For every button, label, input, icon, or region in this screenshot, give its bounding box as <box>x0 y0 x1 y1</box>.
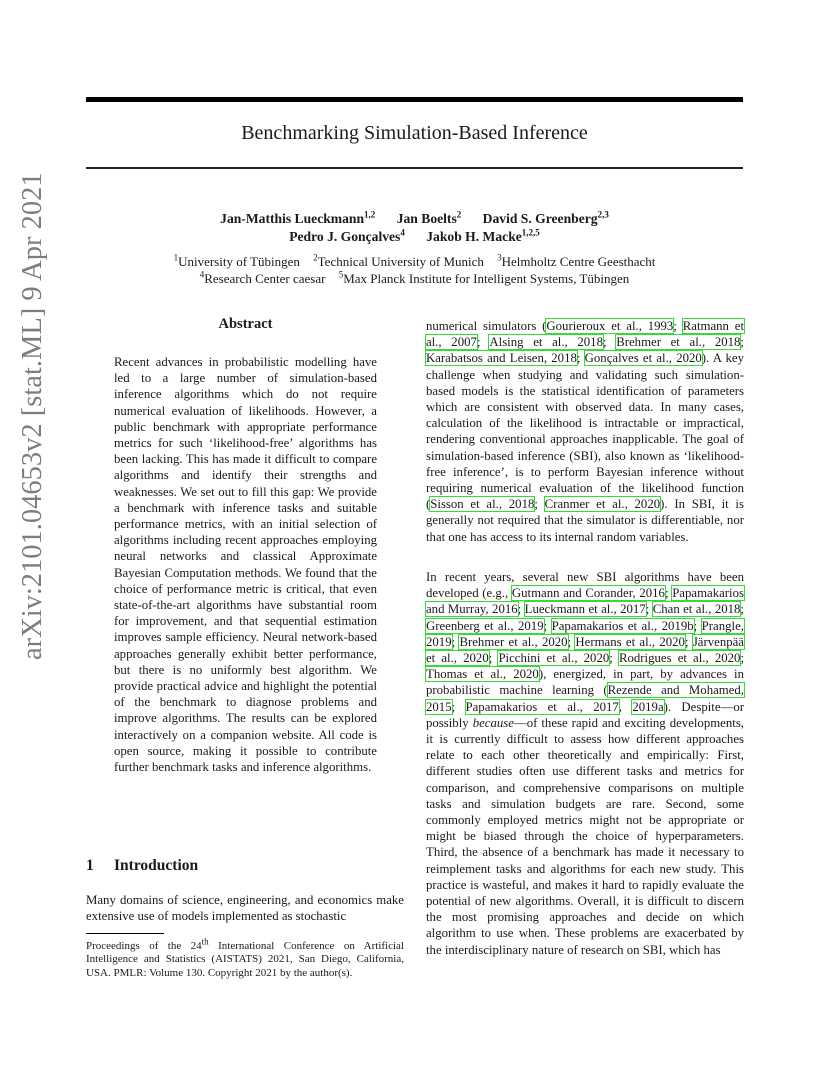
section-heading-introduction <box>86 857 198 875</box>
citation-link[interactable]: Hermans et al., 2020 <box>575 634 685 649</box>
footnote: Proceedings of the 24th International Conference on Artificial Intelligence and Statistics (AISTATS) 2021, San Diego, California, USA. PMLR: Volume 130. Copyright 2021 by the author(s). <box>86 936 404 979</box>
affiliation: $^3$Helmholtz Centre Geesthacht <box>497 252 656 269</box>
citation-link[interactable]: Prangle, 2019 <box>426 618 744 649</box>
citation-link[interactable]: Ratmann et al., 2007 <box>426 319 744 350</box>
author: Pedro J. Gonçalves$^4$ <box>289 227 405 244</box>
citation-link[interactable]: Lueckmann et al., 2017 <box>524 602 646 617</box>
author: Jan-Matthis Lueckmann$^{1,2}$ <box>220 209 376 226</box>
affiliation-line-2 <box>86 271 743 287</box>
author: David S. Greenberg$^{2,3}$ <box>482 209 609 226</box>
affiliation: $^5$Max Planck Institute for Intelligent Systems, Tübingen <box>338 269 630 286</box>
arxiv-identifier: arXiv:2101.04653v2 [stat.ML] 9 Apr 2021 <box>17 172 48 660</box>
abstract-heading: Abstract <box>218 316 273 332</box>
footnote-rule <box>86 933 164 934</box>
intro-paragraph-start: Many domains of science, engineering, and economics make extensive use of models implemented as stochastic <box>86 893 404 924</box>
citation-link[interactable]: Gutmann and Corander, 2016 <box>511 586 665 601</box>
citation-link[interactable]: Papamakarios et al., 2019b <box>551 618 694 633</box>
citation-link[interactable]: Gonçalves et al., 2020 <box>584 351 702 366</box>
title-top-rule <box>86 97 743 102</box>
citation-link[interactable]: Greenberg et al., 2019 <box>426 618 544 633</box>
abstract-text: Recent advances in probabilistic modelling have led to a large number of simulation-based inference algorithms which do not require numerical evaluation of likelihoods. However, a public benchmark with appropriate performance metrics for such ‘likelihood-free’ algorithms has been lacking. This has made it difficult to compare algorithms and identify their strengths and weaknesses. We set out to fill this gap: We provide a benchmark with inference tasks and suitable performance metrics, with an initial selection of algorithms including recent approaches employing neural networks and classical Approximate Bayesian Computation methods. We found that the choice of performance metric is critical, that even state-of-the-art algorithms have substantial room for improvement, and that sequential estimation improves sample efficiency. Neural network-based approaches generally exhibit better performance, but there is no uniformly best algorithm. We provide practical advice and highlight the potential of the benchmark to diagnose problems and improve algorithms. The results can be explored interactively on a companion website. All code is open source, making it possible to contribute further benchmark tasks and inference algorithms. <box>114 355 377 775</box>
section-number: 1 <box>86 857 94 874</box>
affiliation: $^4$Research Center caesar <box>199 269 326 286</box>
author: Jakob H. Macke$^{1,2,5}$ <box>426 227 540 244</box>
citation-link[interactable]: Alsing et al., 2018 <box>489 335 603 350</box>
citation-link[interactable]: Brehmer et al., 2018 <box>616 335 741 350</box>
intro-paragraph-1: numerical simulators (Gourieroux et al., 1993; Ratmann et al., 2007; Alsing et al., 2018; Brehmer et al., 2018; Karabatsos and Leisen, 2018; Gonçalves et al., 2020). A key challenge when studying and validating such simulation-based models is the statistical identification of parameters which are consistent with observed data. In many cases, calculation of the likelihood is intractable or impractical, rendering conventional approaches inapplicable. The goal of simulation-based inference (SBI), also known as ‘likelihood-free inference’, is to perform Bayesian inference without requiring numerical evaluation of the likelihood function (Sisson et al., 2018; Cranmer et al., 2020). In SBI, it is generally not required that the simulator is differentiable, nor that one has access to its internal random variables. <box>426 319 744 544</box>
affiliation-line-1 <box>86 254 743 270</box>
emphasis: because <box>472 715 514 730</box>
author: Jan Boelts$^2$ <box>396 209 462 226</box>
author-line-2 <box>86 229 743 245</box>
citation-link[interactable]: Rodrigues et al., 2020 <box>618 651 741 666</box>
citation-link[interactable]: 2019a <box>632 699 664 714</box>
citation-link[interactable]: Picchini et al., 2020 <box>498 651 610 666</box>
citation-link[interactable]: Chan et al., 2018 <box>652 602 741 617</box>
title-bottom-rule <box>86 167 743 169</box>
citation-link[interactable]: Karabatsos and Leisen, 2018 <box>426 351 577 366</box>
citation-link[interactable]: Papamakarios and Murray, 2016 <box>426 586 744 617</box>
citation-link[interactable]: Papamakarios et al., 2017 <box>465 699 619 714</box>
citation-link[interactable]: Gourieroux et al., 1993 <box>546 319 674 333</box>
paper-title: Benchmarking Simulation-Based Inference <box>241 122 588 144</box>
affiliation: $^1$University of Tübingen <box>173 252 300 269</box>
citation-link[interactable]: Brehmer et al., 2020 <box>459 634 568 649</box>
citation-link[interactable]: Sisson et al., 2018 <box>430 497 535 512</box>
citation-link[interactable]: Rezende and Mohamed, 2015 <box>426 683 745 714</box>
affiliation: $^2$Technical University of Munich <box>313 252 484 269</box>
author-line-1 <box>86 211 743 227</box>
citation-link[interactable]: Cranmer et al., 2020 <box>544 497 661 512</box>
intro-paragraph-2: In recent years, several new SBI algorithms have been developed (e.g., Gutmann and Corander, 2016; Papamakarios and Murray, 2016; Lueckmann et al., 2017; Chan et al., 2018; Greenberg et al., 2019; Papamakarios et al., 2019b; Prangle, 2019; Brehmer et al., 2020; Hermans et al., 2020; Järvenpää et al., 2020; Picchini et al., 2020; Rodrigues et al., 2020; Thomas et al., 2020), energized, in part, by advances in probabilistic machine learning (Rezende and Mohamed, 2015; Papamakarios et al., 2017, 2019a). Despite—or possibly because—of these rapid and exciting developments, it is currently difficult to assess how different approaches relate to each other theoretically and empirically: First, different studies often use different tasks and metrics for comparison, and comprehensive comparisons on multiple tasks and simulation budgets are rare. Second, some commonly employed metrics might not be appropriate or might be biased through the choice of hyperparameters. Third, the absence of a benchmark has made it necessary to reimplement tasks and algorithms for each new study. This practice is wasteful, and makes it hard to rapidly evaluate the potential of new algorithms. Overall, it is difficult to discern the most promising approaches and decide on which algorithm to use when. These problems are exacerbated by the interdisciplinary nature of research on SBI, which has <box>426 570 745 957</box>
citation-link[interactable]: Järvenpää et al., 2020 <box>426 634 744 666</box>
citation-link[interactable]: Thomas et al., 2020 <box>426 667 539 682</box>
section-title: Introduction <box>114 857 199 874</box>
